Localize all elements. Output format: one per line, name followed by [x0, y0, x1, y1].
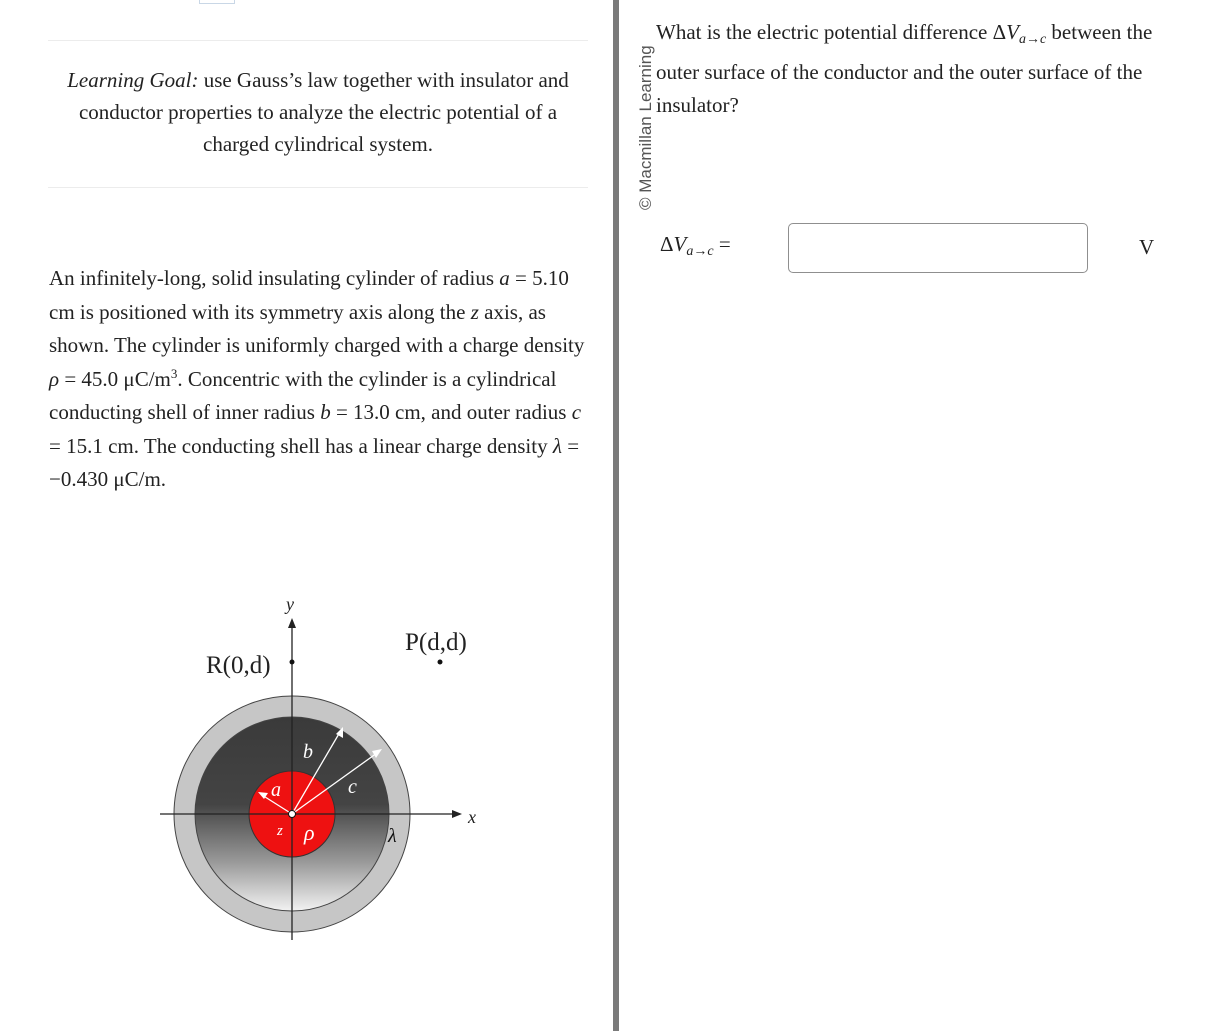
goal-divider-bottom	[48, 187, 588, 188]
text-fragment: 3	[170, 365, 178, 381]
answer-label	[660, 232, 731, 260]
point-p-label: P(d,d)	[405, 629, 467, 656]
cylinder-diagram	[150, 590, 500, 950]
text-fragment: =	[718, 232, 731, 256]
text-fragment: a→c	[686, 244, 714, 259]
text-fragment: ρ	[49, 366, 60, 391]
text-fragment: c	[571, 400, 582, 424]
goal-divider-top	[48, 40, 588, 41]
question-panel	[619, 0, 1207, 1031]
point-r-dot	[290, 660, 295, 665]
text-fragment: = 15.1 cm. The conducting shell has a linear charge density	[49, 433, 548, 458]
lambda-label: λ	[388, 825, 397, 847]
text-fragment: between the outer surface of the conductor and the outer surface of the insulator?	[656, 20, 1153, 117]
rho-label: ρ	[304, 820, 315, 845]
text-fragment: b	[320, 400, 331, 424]
text-fragment: V	[1006, 20, 1019, 44]
text-fragment: a→c	[1018, 32, 1047, 47]
origin-dot	[289, 811, 296, 818]
text-fragment: An infinitely-long, solid insulating cylinder of radius	[49, 266, 495, 290]
problem-statement	[49, 262, 594, 497]
text-fragment: z	[470, 299, 479, 324]
radius-a-label: a	[271, 779, 281, 801]
text-fragment: What is the electric potential difference Δ	[656, 20, 1007, 44]
learning-goal-label: Learning Goal:	[67, 68, 199, 92]
radius-c-label: c	[348, 776, 357, 798]
top-tab	[199, 0, 235, 4]
text-fragment: axis, as shown. The cylinder is uniformly charged with a charge density	[49, 299, 585, 357]
x-axis-label: x	[468, 807, 476, 827]
point-p-dot	[438, 660, 443, 665]
text-fragment: λ	[552, 433, 562, 458]
text-fragment: = 45.0 μC/m	[64, 366, 171, 391]
y-arrowhead	[288, 618, 296, 628]
x-arrowhead	[452, 810, 462, 818]
radius-b-label: b	[303, 741, 313, 763]
y-axis-label: y	[286, 594, 294, 614]
learning-goal-text: use Gauss’s law together with insulator and conductor properties to analyze the electric potential of a charged cylindrical system.	[78, 68, 569, 156]
text-fragment: Δ	[660, 232, 674, 256]
text-fragment: = 13.0 cm, and outer radius	[335, 400, 567, 424]
text-fragment: V	[673, 232, 687, 256]
point-r-label: R(0,d)	[206, 652, 271, 679]
answer-unit: V	[1139, 235, 1155, 259]
credit-text: © Macmillan Learning	[636, 45, 655, 210]
text-fragment: = −0.430 μC/m.	[49, 433, 580, 491]
text-fragment: = 5.10 cm is positioned with its symmetry axis along the	[49, 266, 569, 324]
text-fragment: a	[499, 266, 510, 290]
question-text	[656, 16, 1196, 122]
text-fragment: . Concentric with the cylinder is a cylindrical conducting shell of inner radius	[49, 366, 557, 424]
z-axis-label: z	[277, 823, 283, 839]
learning-goal	[48, 64, 588, 160]
answer-input[interactable]	[788, 223, 1088, 273]
